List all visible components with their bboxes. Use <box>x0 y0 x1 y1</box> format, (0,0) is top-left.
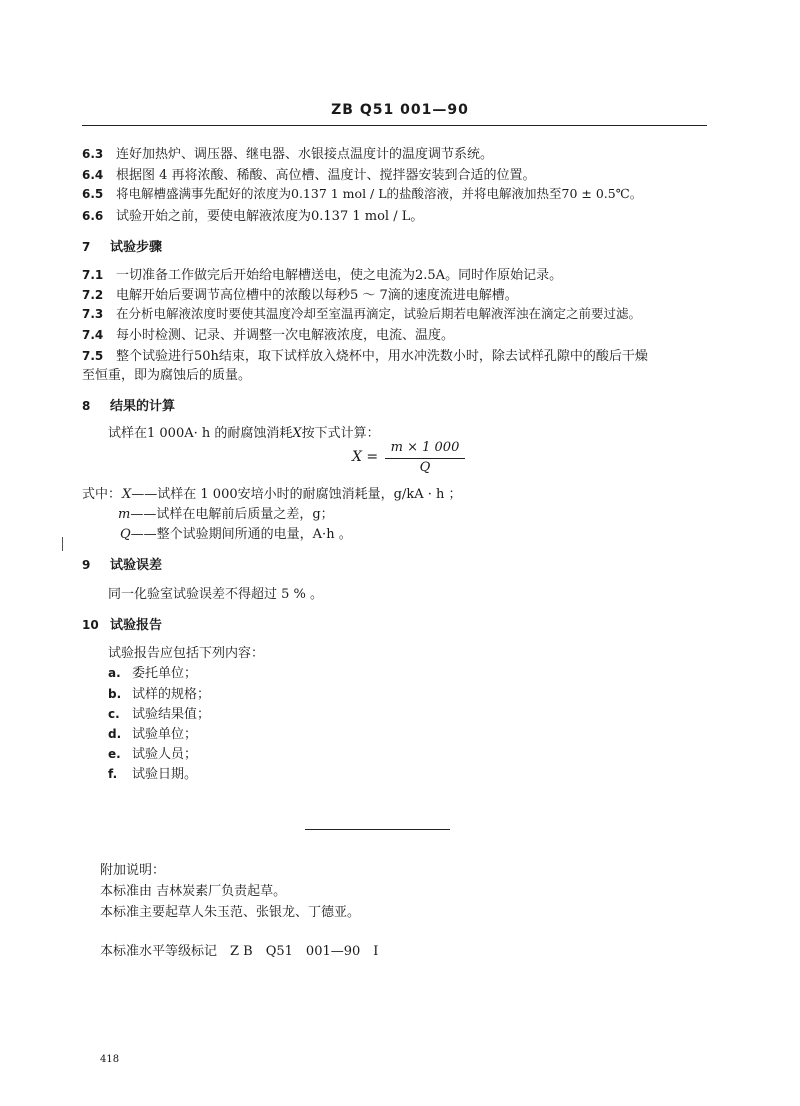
section-title: 试验误差 <box>110 558 163 573</box>
notes-title: 附加说明： <box>100 863 166 878</box>
grade-mark: 本标准水平等级标记 Z B Q51 001—90 I <box>100 944 379 959</box>
report-item-text: 试样的规格； <box>132 687 211 702</box>
margin-mark <box>62 537 63 551</box>
standard-code-header: ZB Q51 001—90 <box>331 102 469 118</box>
clause-6-6 <box>82 205 423 224</box>
clause-number: 7.3 <box>82 307 104 321</box>
section-number: 8 <box>82 399 91 413</box>
definition-symbol: m <box>118 507 131 522</box>
calc-variable: X <box>292 426 302 441</box>
clause-number: 7.2 <box>82 288 104 302</box>
clause-number: 7.1 <box>82 268 104 282</box>
clause-6-4 <box>82 164 536 183</box>
clause-number: 7.4 <box>82 328 104 342</box>
report-item-text: 委托单位； <box>132 666 198 681</box>
clause-7-2 <box>82 284 518 303</box>
clause-text: 整个试验进行50h结束，取下试样放入烧杯中，用水冲洗数小时，除去试样孔隙中的酸后干燥 <box>116 349 648 364</box>
header-rule <box>82 125 707 126</box>
calc-intro-text-end: 按下式计算： <box>301 426 380 441</box>
clause-text: 在分析电解液浓度时要使其温度冷却至室温再滴定，试验后期若电解液浑浊在滴定之前要过滤。 <box>116 306 642 321</box>
section-title: 试验报告 <box>110 618 163 633</box>
calc-intro-text: 试样在1 000A· h 的耐腐蚀消耗 <box>108 426 293 441</box>
report-item-label: f. <box>108 767 118 781</box>
section-7-heading <box>82 236 162 255</box>
definition-x <box>122 483 461 502</box>
report-item-label: a. <box>108 666 121 680</box>
clause-number: 6.3 <box>82 147 104 161</box>
report-item-text: 试验日期。 <box>132 767 198 782</box>
definition-text: 整个试验期间所通的电量，A·h 。 <box>156 527 352 542</box>
report-item-label: d. <box>108 727 122 741</box>
definition-m <box>118 503 334 522</box>
section-8-heading <box>82 395 175 414</box>
clause-number: 6.5 <box>82 187 104 201</box>
report-item-e <box>108 743 197 762</box>
definition-dash: —— <box>131 487 158 502</box>
clause-text: 每小时检测、记录、并调整一次电解液浓度，电流、温度。 <box>116 328 455 343</box>
section-number: 10 <box>82 618 99 632</box>
fraction-bar <box>385 458 465 459</box>
clause-text: 将电解槽盛满事先配好的浓度为0.137 1 mol / L的盐酸溶液，并将电解液加热至70 ± 0.5℃。 <box>116 186 643 201</box>
section-title: 试验步骤 <box>110 240 163 255</box>
clause-number: 6.6 <box>82 209 104 223</box>
clause-text: 试验开始之前，要使电解液浓度为0.137 1 mol / L。 <box>116 209 424 224</box>
report-item-a <box>108 662 197 681</box>
section-number: 7 <box>82 240 91 254</box>
formula-denominator: Q <box>419 460 431 475</box>
error-statement: 同一化验室试验误差不得超过 5 % 。 <box>108 587 324 602</box>
report-item-label: c. <box>108 707 120 721</box>
clause-7-1 <box>82 264 562 283</box>
definition-dash: —— <box>130 527 157 542</box>
formula-numerator: m × 1 000 <box>390 440 460 455</box>
definition-symbol: X <box>122 487 132 502</box>
section-10-heading <box>82 614 162 633</box>
end-separator <box>305 829 450 830</box>
definition-text: 试样在电解前后质量之差，g； <box>156 507 334 522</box>
section-title: 结果的计算 <box>110 399 176 414</box>
report-item-text: 试验单位； <box>132 727 198 742</box>
report-item-c <box>108 703 210 722</box>
clause-number: 6.4 <box>82 168 104 182</box>
report-item-label: b. <box>108 687 122 701</box>
notes-line-2: 本标准主要起草人朱玉范、张银龙、丁德亚。 <box>100 905 361 920</box>
clause-text: 一切准备工作做完后开始给电解槽送电，使之电流为2.5A。同时作原始记录。 <box>116 268 563 283</box>
report-item-text: 试验结果值； <box>132 707 211 722</box>
definition-symbol: Q <box>120 527 131 542</box>
clause-6-5 <box>82 184 642 202</box>
notes-line-1: 本标准由 吉林炭素厂负责起草。 <box>100 884 287 899</box>
report-item-text: 试验人员； <box>132 747 198 762</box>
clause-7-3 <box>82 304 641 322</box>
clause-7-5-continuation: 至恒重，即为腐蚀后的质量。 <box>82 368 252 383</box>
page-number: 418 <box>100 1054 120 1065</box>
formula-lhs: X = <box>352 449 379 465</box>
report-intro: 试验报告应包括下列内容： <box>108 646 265 661</box>
clause-text: 根据图 4 再将浓酸、稀酸、高位槽、温度计、搅拌器安装到合适的位置。 <box>116 168 536 183</box>
calc-intro <box>108 422 380 441</box>
definition-q <box>120 523 352 542</box>
clause-7-5 <box>82 345 648 364</box>
definition-text: 试样在 1 000安培小时的耐腐蚀消耗量，g/kA · h ； <box>157 487 462 502</box>
section-9-heading <box>82 554 162 573</box>
report-item-f <box>108 763 197 782</box>
report-item-d <box>108 723 197 742</box>
report-item-b <box>108 683 210 702</box>
clause-7-4 <box>82 324 454 343</box>
clause-6-3 <box>82 143 493 162</box>
where-label: 式中： <box>82 487 122 502</box>
clause-number: 7.5 <box>82 349 104 363</box>
clause-text: 连好加热炉、调压器、继电器、水银接点温度计的温度调节系统。 <box>116 147 494 162</box>
section-number: 9 <box>82 558 91 572</box>
clause-text: 电解开始后要调节高位槽中的浓酸以每秒5 ～ 7滴的速度流进电解槽。 <box>116 288 518 303</box>
definition-dash: —— <box>130 507 157 522</box>
report-item-label: e. <box>108 747 121 761</box>
